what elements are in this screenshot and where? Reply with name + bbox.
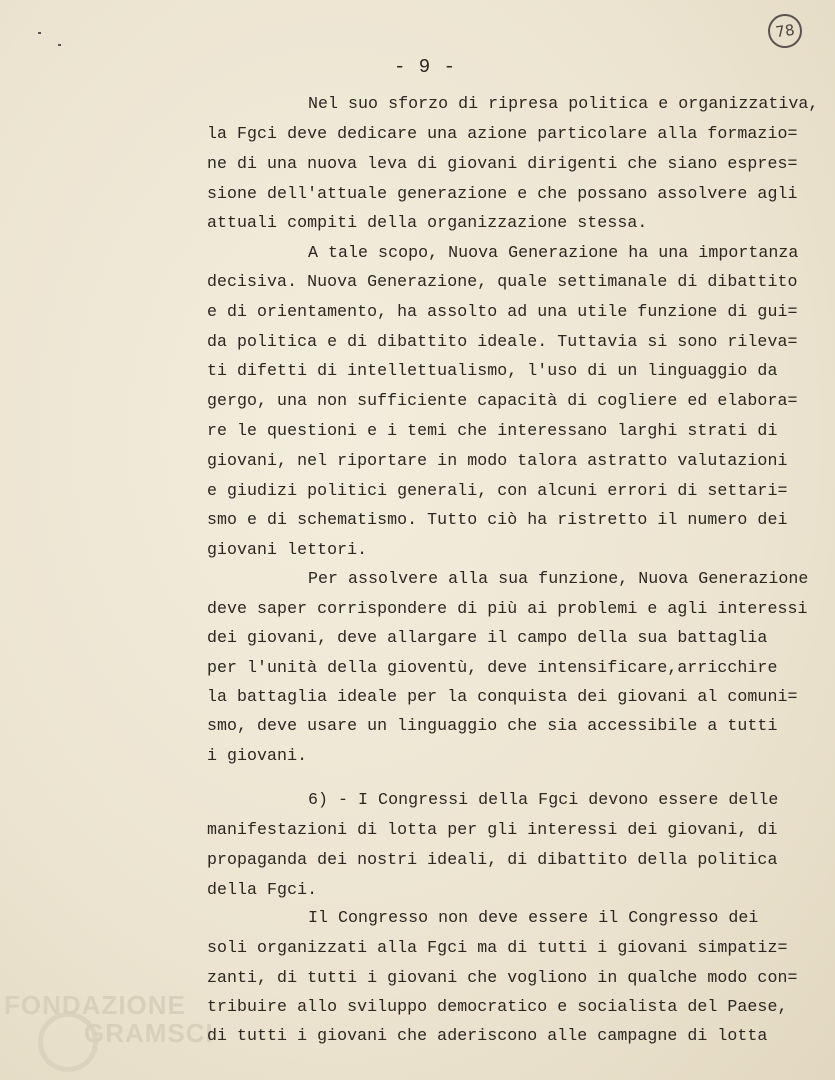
text-line: di tutti i giovani che aderiscono alle campagne di lotta	[207, 1026, 768, 1045]
text-line: Per assolvere alla sua funzione, Nuova Generazione	[308, 569, 809, 588]
text-line: tribuire allo sviluppo democratico e socialista del Paese,	[207, 997, 788, 1016]
text-line: propaganda dei nostri ideali, di dibattito della politica	[207, 850, 778, 869]
text-line: da politica e di dibattito ideale. Tuttavia si sono rileva=	[207, 332, 798, 351]
text-line: giovani lettori.	[207, 540, 368, 559]
watermark-logo	[4, 990, 214, 1080]
text-line: e giudizi politici generali, con alcuni errori di settari=	[207, 481, 788, 500]
text-line: e di orientamento, ha assolto ad una utile funzione di gui=	[207, 302, 798, 321]
text-line: attuali compiti della organizzazione stessa.	[207, 213, 648, 232]
text-line: ne di una nuova leva di giovani dirigenti che siano espres=	[207, 154, 798, 173]
text-line: dei giovani, deve allargare il campo della sua battaglia	[207, 628, 768, 647]
text-line: per l'unità della gioventù, deve intensificare,arricchire	[207, 658, 778, 677]
text-line: smo e di schematismo. Tutto ciò ha ristretto il numero dei	[207, 510, 788, 529]
text-line: della Fgci.	[207, 880, 318, 899]
text-line: decisiva. Nuova Generazione, quale settimanale di dibattito	[207, 272, 798, 291]
text-line: la battaglia ideale per la conquista dei giovani al comuni=	[207, 687, 798, 706]
archive-stamp: 78	[766, 12, 804, 50]
edge-marks	[38, 30, 68, 50]
watermark-line2: GRAMSCI	[84, 1018, 214, 1048]
text-line: ti difetti di intellettualismo, l'uso di un linguaggio da	[207, 361, 778, 380]
text-line: A tale scopo, Nuova Generazione ha una importanza	[308, 243, 799, 262]
text-line: deve saper corrispondere di più ai problemi e agli interessi	[207, 599, 808, 618]
text-line: i giovani.	[207, 746, 308, 765]
text-line: Il Congresso non deve essere il Congresso dei	[308, 908, 759, 927]
text-line: zanti, di tutti i giovani che vogliono in qualche modo con=	[207, 968, 798, 987]
text-line: giovani, nel riportare in modo talora astratto valutazioni	[207, 451, 788, 470]
page-number: - 9 -	[394, 56, 457, 78]
text-line: 6) - I Congressi della Fgci devono essere delle	[308, 790, 779, 809]
text-line: gergo, una non sufficiente capacità di cogliere ed elabora=	[207, 391, 798, 410]
text-line: soli organizzati alla Fgci ma di tutti i giovani simpatiz=	[207, 938, 788, 957]
text-line: Nel suo sforzo di ripresa politica e organizzativa,	[308, 94, 819, 113]
text-line: smo, deve usare un linguaggio che sia accessibile a tutti	[207, 716, 778, 735]
text-line: sione dell'attuale generazione e che possano assolvere agli	[207, 184, 798, 203]
text-line: manifestazioni di lotta per gli interessi dei giovani, di	[207, 820, 778, 839]
text-line: la Fgci deve dedicare una azione particolare alla formazio=	[207, 124, 798, 143]
text-line: re le questioni e i temi che interessano larghi strati di	[207, 421, 778, 440]
watermark-line1: FONDAZIONE	[4, 990, 186, 1020]
